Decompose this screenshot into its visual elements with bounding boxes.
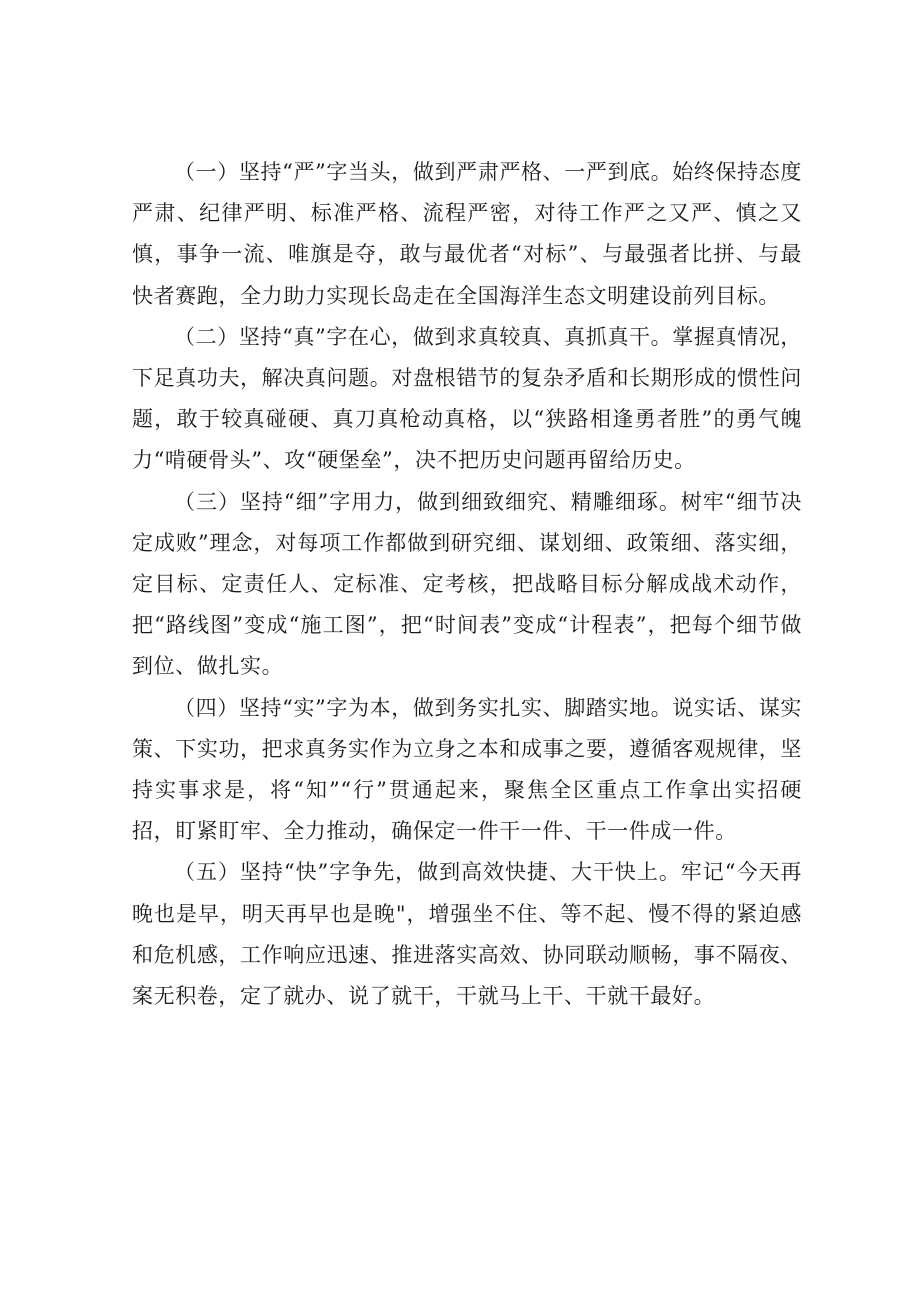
paragraph-5: （五）坚持“快”字争先，做到高效快捷、大干快上。牢记“今天再晚也是早，明天再早也是晚"，增强坐不住、等不起、慢不得的紧迫感和危机感，工作响应迅速、推进落实高效、协同联动顺畅，事不隔夜、案无积卷，定了就办、说了就干，干就马上干、干就干最好。 (132, 860, 802, 1009)
paragraph-2: （二）坚持“真”字在心，做到求真较真、真抓真干。掌握真情况，下足真功夫，解决真问题。对盘根错节的复杂矛盾和长期形成的惯性问题，敢于较真碰硬、真刀真枪动真格，以“狭路相逢勇者胜”的勇气魄力“啃硬骨头”、攻“硬堡垒”，决不把历史问题再留给历史。 (132, 324, 802, 473)
paragraph-1: （一）坚持“严”字当头，做到严肃严格、一严到底。始终保持态度严肃、纪律严明、标准严格、流程严密，对待工作严之又严、慎之又慎，事争一流、唯旗是夺，敢与最优者“对标”、与最强者比拼、与最快者赛跑，全力助力实现长岛走在全国海洋生态文明建设前列目标。 (132, 160, 802, 308)
paragraph-4: （四）坚持“实”字为本，做到务实扎实、脚踏实地。说实话、谋实策、下实功，把求真务实作为立身之本和成事之要，遵循客观规律，坚持实事求是，将“知”“行”贯通起来，聚焦全区重点工作拿出实招硬招，盯紧盯牢、全力推动，确保定一件干一件、干一件成一件。 (132, 695, 802, 844)
paragraph-3: （三）坚持“细”字用力，做到细致细究、精雕细琢。树牢“细节决定成败”理念，对每项工作都做到研究细、谋划细、政策细、落实细，定目标、定责任人、定标准、定考核，把战略目标分解成战术动作，把“路线图”变成“施工图”，把“时间表”变成“计程表”，把每个细节做到位、做扎实。 (132, 489, 802, 679)
document-body (132, 152, 802, 1017)
